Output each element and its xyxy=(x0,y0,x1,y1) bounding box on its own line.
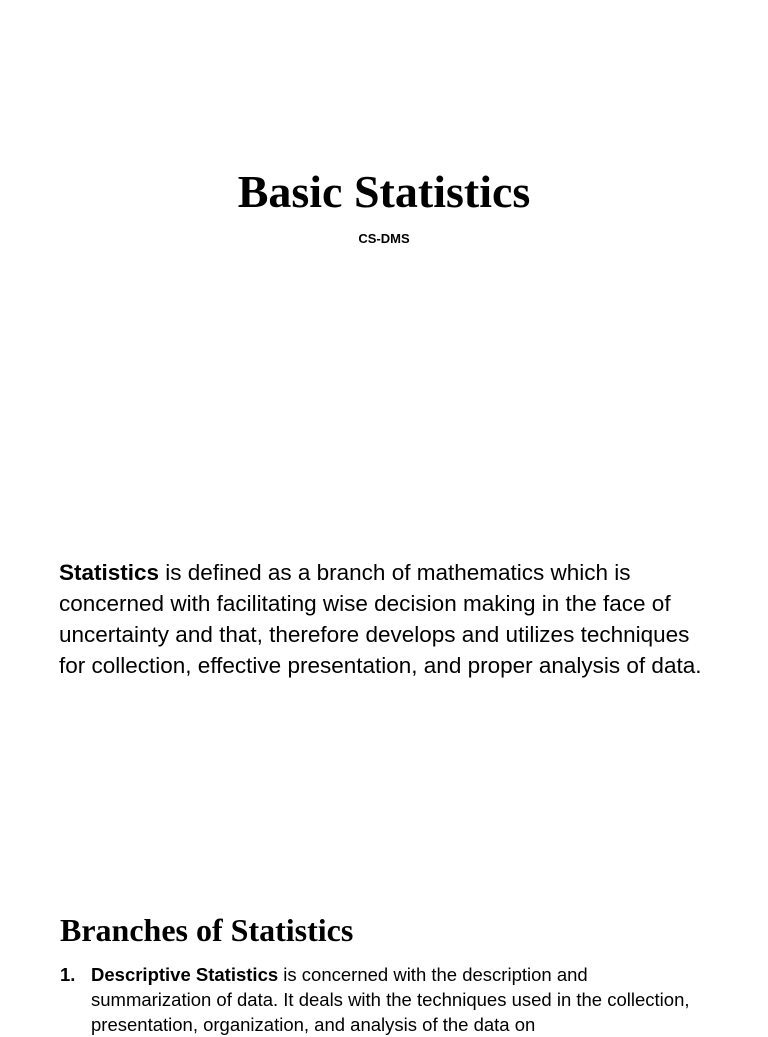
list-item-text xyxy=(91,962,710,1037)
list-item-description: is concerned with the description and summarization of data. It deals with the techniques used in the collection, presentation, organization, and analysis of the data on xyxy=(91,964,690,1035)
list-item-term: Descriptive Statistics xyxy=(91,964,279,985)
definition-paragraph xyxy=(59,557,719,681)
definition-term: Statistics xyxy=(59,560,160,585)
definition-slide xyxy=(0,450,768,890)
branches-slide xyxy=(0,890,768,1035)
subtitle: CS-DMS xyxy=(358,231,410,246)
list-item-number: 1. xyxy=(60,964,76,985)
section-heading: Branches of Statistics xyxy=(60,912,354,948)
list-item xyxy=(60,962,710,1037)
definition-text: is defined as a branch of mathematics which is concerned with facilitating wise decision making in the face of uncertainty and that, therefore develops and utilizes techniques for collection, effective presentation, and proper analysis of data. xyxy=(59,560,702,678)
page-title: Basic Statistics xyxy=(237,166,531,217)
branch-list xyxy=(60,962,710,1037)
title-slide xyxy=(0,0,768,450)
